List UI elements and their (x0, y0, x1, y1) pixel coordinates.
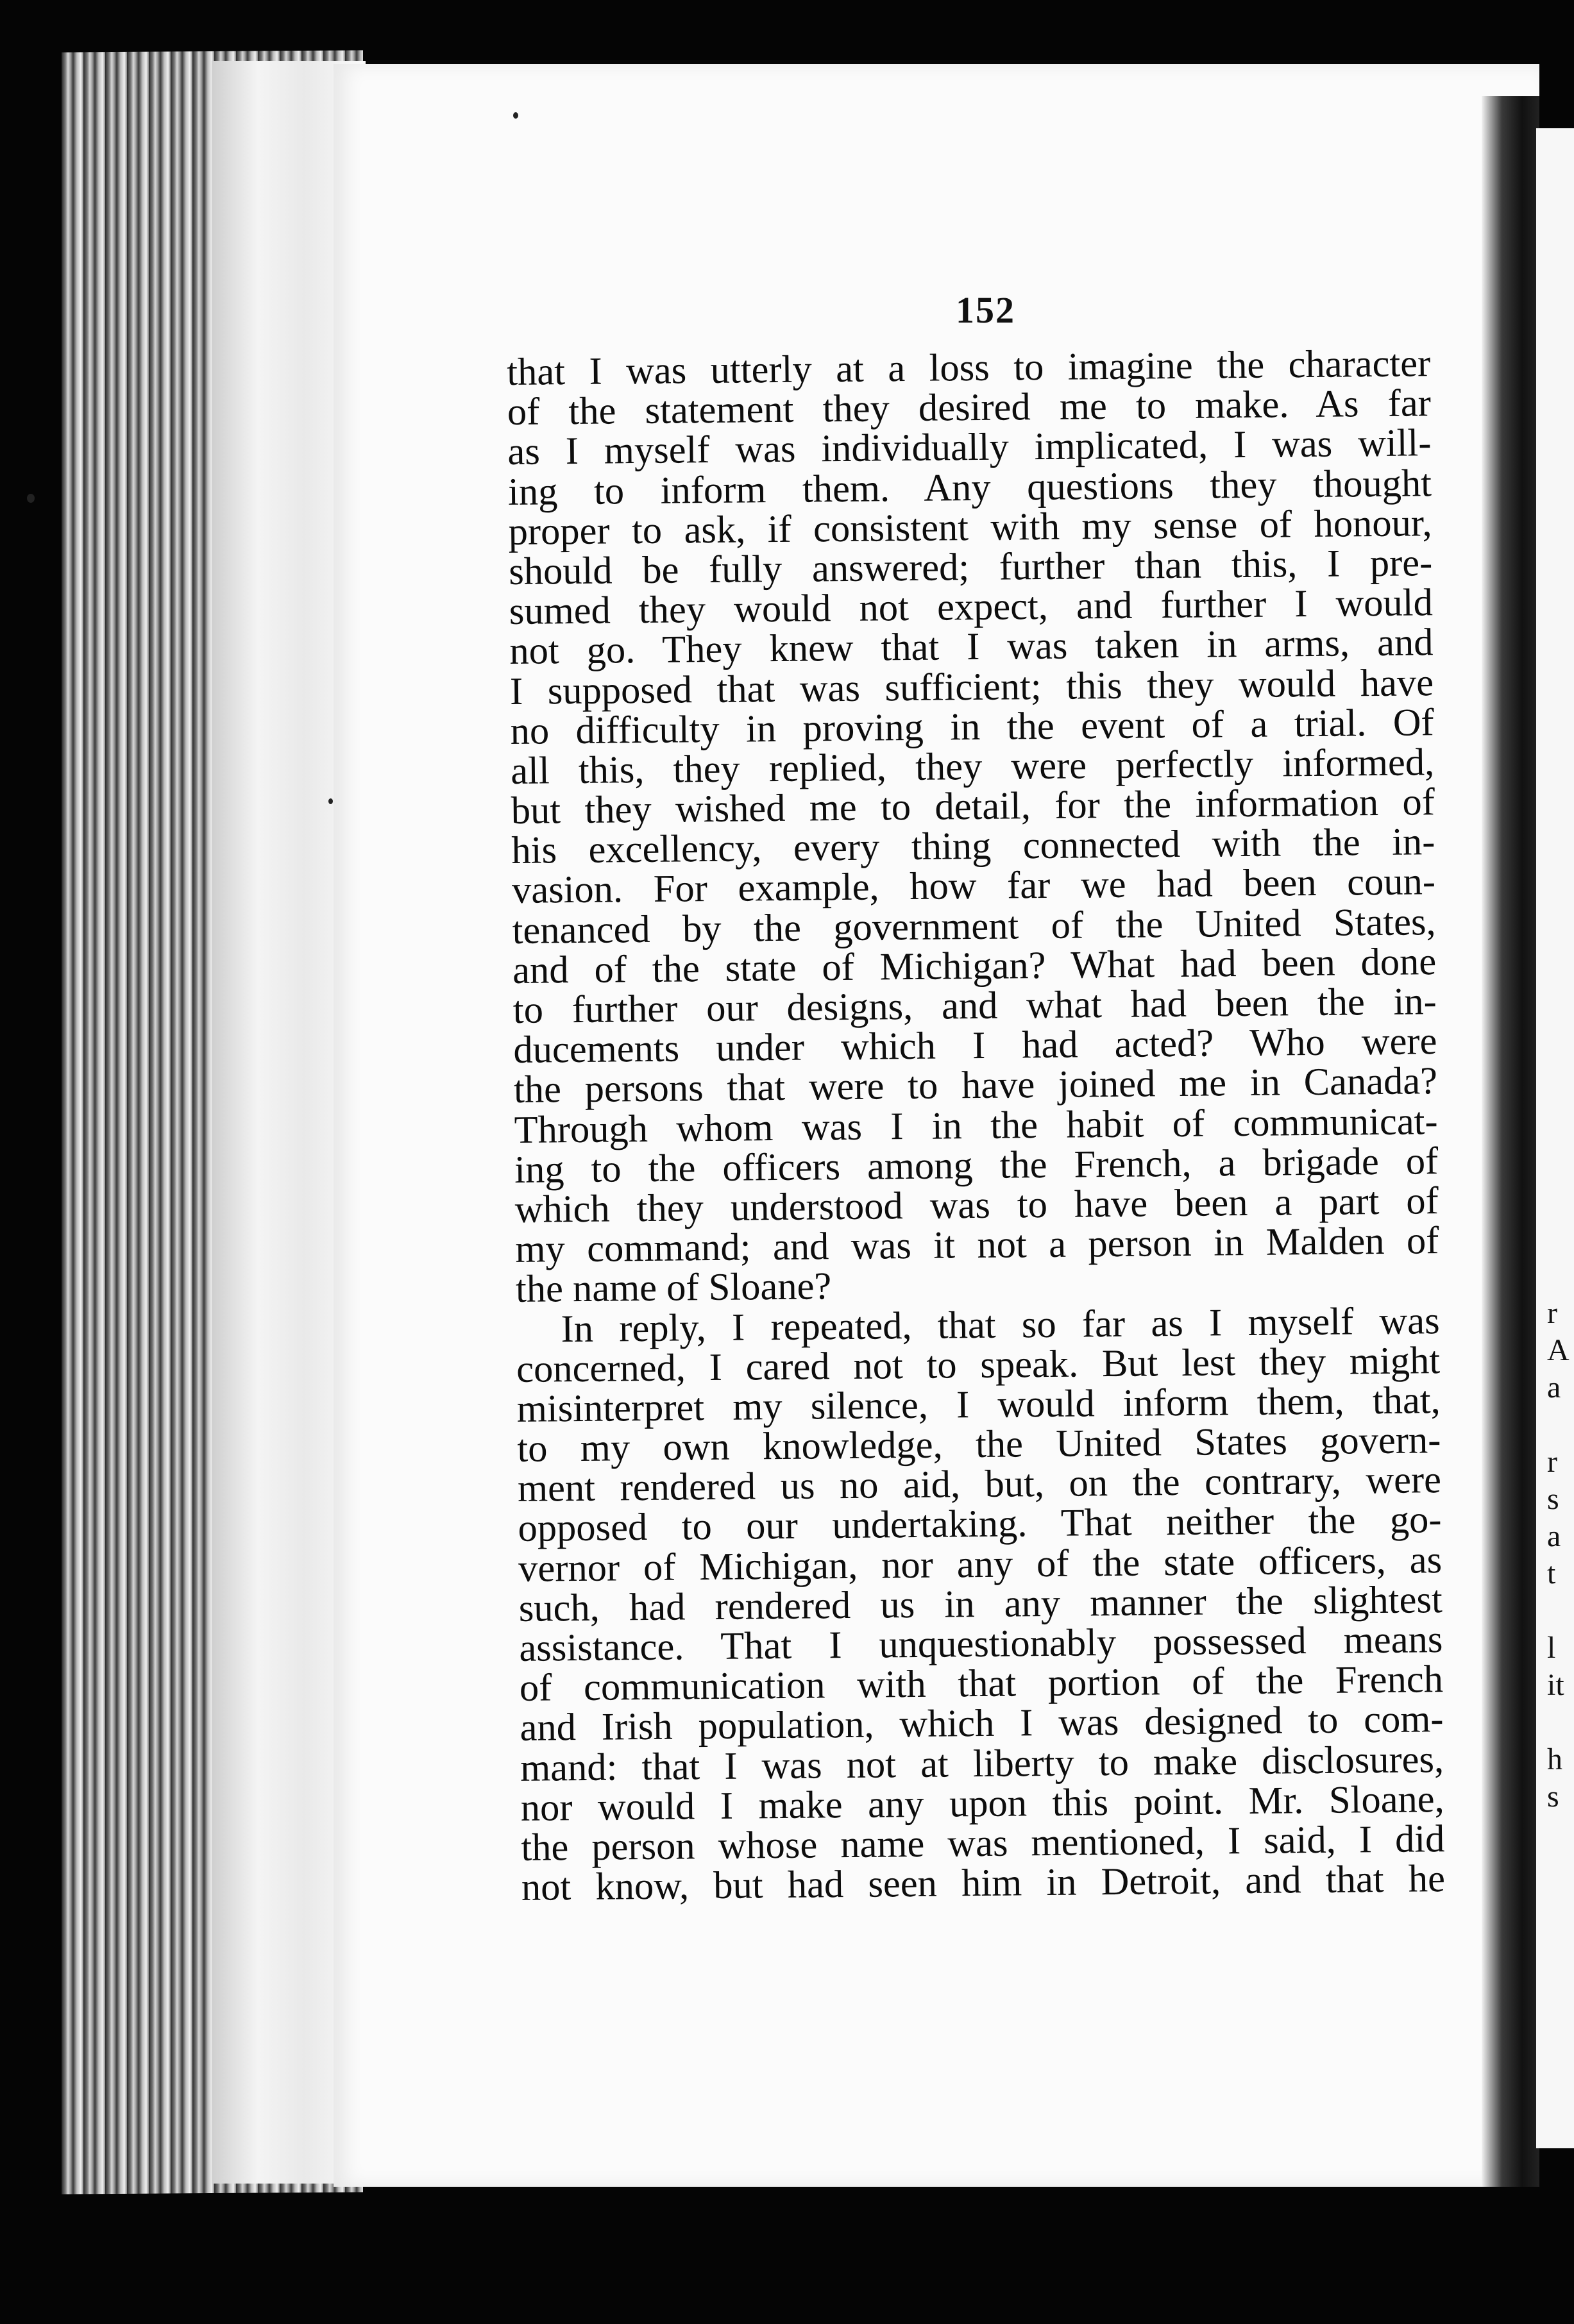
text-line: not know, but had seen him in Detroit, and that he (521, 1857, 1446, 1910)
text-line: tenanced by the government of the United States, (512, 900, 1436, 952)
text-line: to my own knowledge, the United States govern- (517, 1419, 1441, 1470)
facing-fragment (1547, 1593, 1574, 1630)
text-line: the person whose name was mentioned, I said, I did (521, 1817, 1445, 1869)
text-line: that I was utterly at a loss to imagine the character (506, 342, 1431, 394)
facing-fragment: t (1547, 1556, 1556, 1590)
text-line: ing to the officers among the French, a brigade of (514, 1139, 1439, 1191)
facing-fragment: r (1547, 1296, 1557, 1330)
text-line: the persons that were to have joined me in Canada? (513, 1059, 1438, 1112)
facing-fragment: A (1547, 1333, 1570, 1367)
text-line: proper to ask, if consistent with my sense of honour, (508, 501, 1432, 553)
text-line: sumed they would not expect, and further I would (509, 581, 1434, 634)
scan-speck (513, 112, 518, 119)
scan-speck (27, 494, 35, 503)
text-line: of the statement they desired me to make. As far (507, 382, 1432, 434)
text-line: ing to inform them. Any questions they thought (507, 461, 1432, 514)
facing-fragment (1547, 1705, 1574, 1742)
text-line: all this, they replied, they were perfectly informed, (510, 741, 1435, 793)
text-line: but they wished me to detail, for the information of (511, 780, 1435, 833)
text-line: as I myself was individually implicated, I was will- (507, 421, 1432, 474)
text-line: ment rendered us no aid, but, on the contrary, were (517, 1458, 1442, 1511)
text-line: opposed to our undertaking. That neither the go- (518, 1498, 1442, 1551)
facing-fragment: a (1547, 1519, 1561, 1553)
facing-fragment: l (1547, 1631, 1556, 1665)
text-line: and of the state of Michigan? What had been done (512, 939, 1437, 992)
page-number: 152 (956, 289, 1015, 331)
facing-fragment (1547, 1407, 1574, 1444)
text-line: I supposed that was sufficient; this they would have (509, 661, 1434, 713)
scan-speck (328, 798, 333, 804)
text-line: vasion. For example, how far we had been coun- (511, 860, 1436, 913)
text-line: assistance. That I unquestionably possessed means (519, 1618, 1443, 1670)
book-binding (1482, 96, 1539, 2187)
text-line: mand: that I was not at liberty to make disclosures, (520, 1737, 1444, 1790)
text-line: should be fully answered; further than this, I pre- (508, 541, 1433, 593)
text-line: no difficulty in proving in the event of a trial. Of (510, 700, 1434, 753)
facing-page-sliver (1536, 128, 1574, 2148)
text-line: ducements under which I had acted? Who were (513, 1020, 1437, 1072)
text-line: the name of Sloane? (515, 1265, 832, 1311)
text-line: his excellency, every thing connected with the in- (511, 820, 1435, 873)
text-line: and Irish population, which I was designed to com- (520, 1697, 1444, 1750)
text-line: nor would I make any upon this point. Mr. Sloane, (520, 1777, 1445, 1830)
facing-fragment: s (1547, 1780, 1559, 1814)
facing-page-text-fragments (1547, 1295, 1574, 1816)
text-line: to further our designs, and what had been the in- (512, 980, 1437, 1032)
text-line: of communication with that portion of the French (519, 1658, 1444, 1710)
text-line: which they understood was to have been a part of (514, 1179, 1439, 1231)
text-line: In reply, I repeated, that so far as I myself was (561, 1299, 1440, 1351)
facing-fragment: r (1547, 1445, 1557, 1479)
text-line: such, had rendered us in any manner the slightest (518, 1578, 1443, 1630)
text-line: misinterpret my silence, I would inform them, that, (516, 1378, 1441, 1431)
facing-fragment: h (1547, 1742, 1562, 1776)
text-line: my command; and was it not a person in Malden of (515, 1219, 1439, 1272)
text-line: Through whom was I in the habit of communicat- (514, 1099, 1438, 1152)
text-line: not go. They knew that I was taken in arms, and (509, 621, 1434, 673)
body-text (507, 344, 1445, 1908)
facing-fragment: a (1547, 1370, 1561, 1404)
text-line: concerned, I cared not to speak. But lest they might (516, 1338, 1441, 1391)
facing-fragment: it (1547, 1668, 1564, 1702)
facing-fragment: s (1547, 1482, 1559, 1516)
text-line: vernor of Michigan, nor any of the state officers, as (518, 1538, 1443, 1590)
